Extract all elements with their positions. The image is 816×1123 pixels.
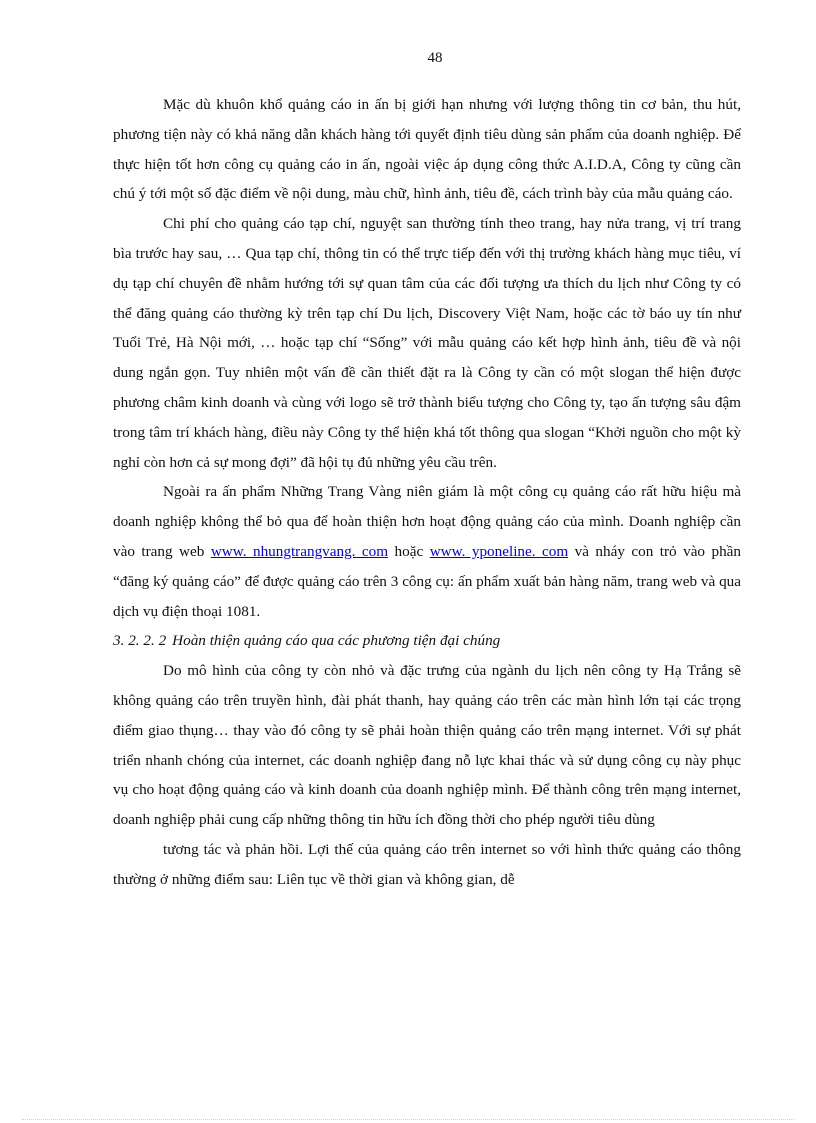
- section-title: Hoàn thiện quảng cáo qua các phương tiện đại chúng: [172, 632, 501, 650]
- section-number: 3. 2. 2. 2: [113, 632, 167, 650]
- section-heading: [113, 626, 741, 656]
- paragraph-internet-advantages: tương tác và phản hồi. Lợi thế của quảng cáo trên internet so với hình thức quảng cáo thông thường ở những điểm sau: Liên tục về thời gian và không gian, dễ: [113, 840, 741, 888]
- paragraph-yellow-pages-text: Ngoài ra ấn phẩm Những Trang Vàng niên giám là một công cụ quảng cáo rất hữu hiệu mà doanh nghiệp không thể bỏ qua để hoàn thiện hơn hoạt động quảng cáo của mình. Doanh nghiệp cần vào trang web: [113, 483, 741, 560]
- paragraph-yellow-pages-text: và nháy con trỏ vào phần “đăng ký quảng cáo” để được quảng cáo trên 3 công cụ: ấn phẩm xuất bản hàng năm, trang web và qua dịch vụ điện thoại 1081.: [113, 542, 742, 620]
- link-yponeline[interactable]: www. yponeline. com: [429, 542, 569, 560]
- paragraph-yellow-pages-text: hoặc: [388, 542, 430, 560]
- paragraph-yellow-pages: [113, 477, 741, 626]
- link-nhungtrangvang[interactable]: www. nhungtrangvang. com: [210, 542, 389, 560]
- page-bottom-rule: [22, 1119, 794, 1120]
- paragraph-print-ads: Mặc dù khuôn khổ quảng cáo in ấn bị giới hạn nhưng với lượng thông tin cơ bản, thu hút, phương tiện này có khả năng dẫn khách hàng tới quyết định tiêu dùng sản phẩm của doanh nghiệp. Để thực hiện tốt hơn công cụ quảng cáo in ấn, ngoài việc áp dụng công thức A.I.D.A, Công ty cũng cần chú ý tới một số đặc điểm về nội dung, màu chữ, hình ảnh, tiêu đề, cách trình bày của mẫu quảng cáo.: [113, 96, 741, 203]
- page-number: 48: [427, 50, 443, 66]
- paragraph-magazine-ads: Chi phí cho quảng cáo tạp chí, nguyệt san thường tính theo trang, hay nửa trang, vị trí trang bìa trước hay sau, … Qua tạp chí, thông tin có thể trực tiếp đến với thị trường khách hàng mục tiêu, ví dụ tạp chí chuyên đề nhằm hướng tới sự quan tâm của các đối tượng ưa thích du lịch như Công ty có thể đăng quảng cáo thường kỳ trên tạp chí Du lịch, Discovery Việt Nam, hoặc các tờ báo uy tín như Tuổi Trẻ, Hà Nội mới, … hoặc tạp chí “Sống” với mẫu quảng cáo kết hợp hình ảnh, tiêu đề và nội dung ngắn gọn. Tuy nhiên một vấn đề cần thiết đặt ra là Công ty cần có một slogan thể hiện được phương châm kinh doanh và cùng với logo sẽ trở thành biểu tượng cho Công ty, tạo ấn tượng sâu đậm trong tâm trí khách hàng, điều này Công ty thể hiện khá tốt thông qua slogan “Khởi nguồn cho một kỳ nghỉ còn hơn cả sự mong đợi” đã hội tụ đủ những yêu cầu trên.: [113, 215, 741, 471]
- document-body: [113, 90, 741, 895]
- paragraph-internet-ads: Do mô hình của công ty còn nhỏ và đặc trưng của ngành du lịch nên công ty Hạ Trắng sẽ không quảng cáo trên truyền hình, đài phát thanh, hay quảng cáo trên các màn hình lớn tại các trọng điểm giao thụng… thay vào đó công ty sẽ phải hoàn thiện quảng cáo trên mạng internet. Với sự phát triển nhanh chóng của internet, các doanh nghiệp đang nỗ lực khai thác và sử dụng công cụ này phục vụ cho hoạt động quảng cáo và kinh doanh của doanh nghiệp mình. Để thành công trên mạng internet, doanh nghiệp phải cung cấp những thông tin hữu ích đồng thời cho phép người tiêu dùng: [113, 662, 741, 829]
